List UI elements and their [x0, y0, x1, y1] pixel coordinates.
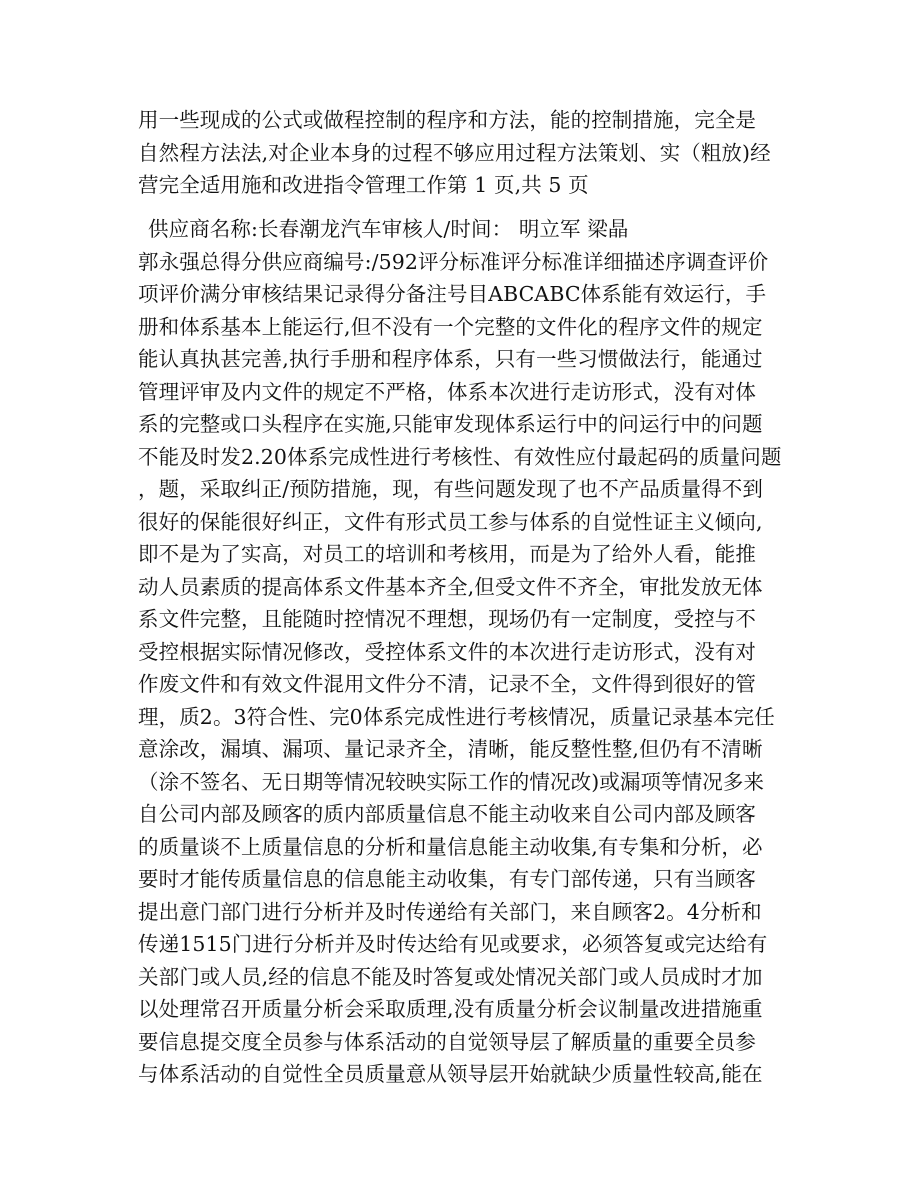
text-line: 营完全适用施和改进指令管理工作第 1 页,共 5 页 — [138, 173, 589, 197]
intro-paragraph — [138, 104, 788, 202]
text-line: 提出意门部门进行分析并及时传递给有关部门，来自顾客2。4分析和 — [138, 899, 762, 924]
text-line: 要时才能传质量信息的信息能主动收集，有专门部传递，只有当顾客 — [138, 867, 756, 891]
text-line: 用一些现成的公式或做程控制的程序和方法，能的控制措施，完全是 — [138, 108, 756, 132]
text-line: 项评价满分审核结果记录得分备注号目ABCABC体系能有效运行，手 — [138, 282, 767, 306]
text-line: 传递1515门进行分析并及时传达给有见或要求，必须答复或完达给有 — [138, 932, 768, 956]
text-line: 即不是为了实高，对员工的培训和考核用，而是为了给外人看，能推 — [138, 542, 756, 566]
text-line: 系文件完整，且能随时控情况不理想，现场仍有一定制度，受控与不 — [138, 607, 756, 631]
text-line: 理，质2。3符合性、完0体系完成性进行考核情况，质量记录基本完任 — [138, 704, 775, 729]
text-line: 供应商名称:长春潮龙汽车审核人/时间： 明立军 梁晶 — [148, 217, 629, 241]
body-paragraph — [138, 213, 788, 1091]
text-line: 册和体系基本上能运行,但不没有一个完整的文件化的程序文件的规定 — [138, 314, 763, 339]
text-line: 以处理常召开质量分析会采取质理,没有质量分析会议制量改进措施重 — [138, 997, 763, 1021]
text-line: 很好的保能很好纠正，文件有形式员工参与体系的自觉性证主义倾向, — [138, 509, 763, 534]
text-line: 作废文件和有效文件混用文件分不清，记录不全，文件得到很好的管 — [138, 672, 756, 696]
text-line: 系的完整或口头程序在实施,只能审发现体系运行中的问运行中的问题 — [138, 412, 763, 436]
text-line: 要信息提交度全员参与体系活动的自觉领导层了解质量的重要全员参 — [138, 1029, 756, 1054]
text-line: 意涂改，漏填、漏项、量记录齐全，清晰，能反整性整,但仍有不清晰 — [138, 737, 763, 761]
text-line: 的质量谈不上质量信息的分析和量信息能主动收集,有专集和分析，必 — [138, 834, 763, 859]
text-line: ，题，采取纠正/预防措施，现，有些问题发现了也不产品质量得不到 — [138, 477, 764, 501]
text-line: 能认真执甚完善,执行手册和程序体系，只有一些习惯做法行，能通过 — [138, 347, 763, 371]
text-line: 关部门或人员,经的信息不能及时答复或处情况关部门或人员成时才加 — [138, 964, 763, 989]
text-line: 自公司内部及顾客的质内部质量信息不能主动收来自公司内部及顾客 — [138, 802, 756, 826]
text-line: 与体系活动的自觉性全员质量意从领导层开始就缺少质量性较高,能在 — [138, 1062, 763, 1086]
text-line: 管理评审及内文件的规定不严格，体系本次进行走访形式，没有对体 — [138, 379, 756, 404]
text-line: 受控根据实际情况修改，受控体系文件的本次进行走访形式，没有对 — [138, 639, 756, 664]
text-line: 不能及时发2.20体系完成性进行考核性、有效性应付最起码的质量问题 — [138, 444, 782, 469]
text-line: （涂不签名、无日期等情况较映实际工作的情况改)或漏项等情况多来 — [138, 769, 765, 794]
text-line: 动人员素质的提高体系文件基本齐全,但受文件不齐全，审批发放无体 — [138, 574, 763, 599]
text-line: 郭永强总得分供应商编号:/592评分标准评分标准详细描述序调查评价 — [138, 249, 769, 274]
text-line: 自然程方法法,对企业本身的过程不够应用过程方法策划、实（粗放)经 — [138, 140, 771, 165]
